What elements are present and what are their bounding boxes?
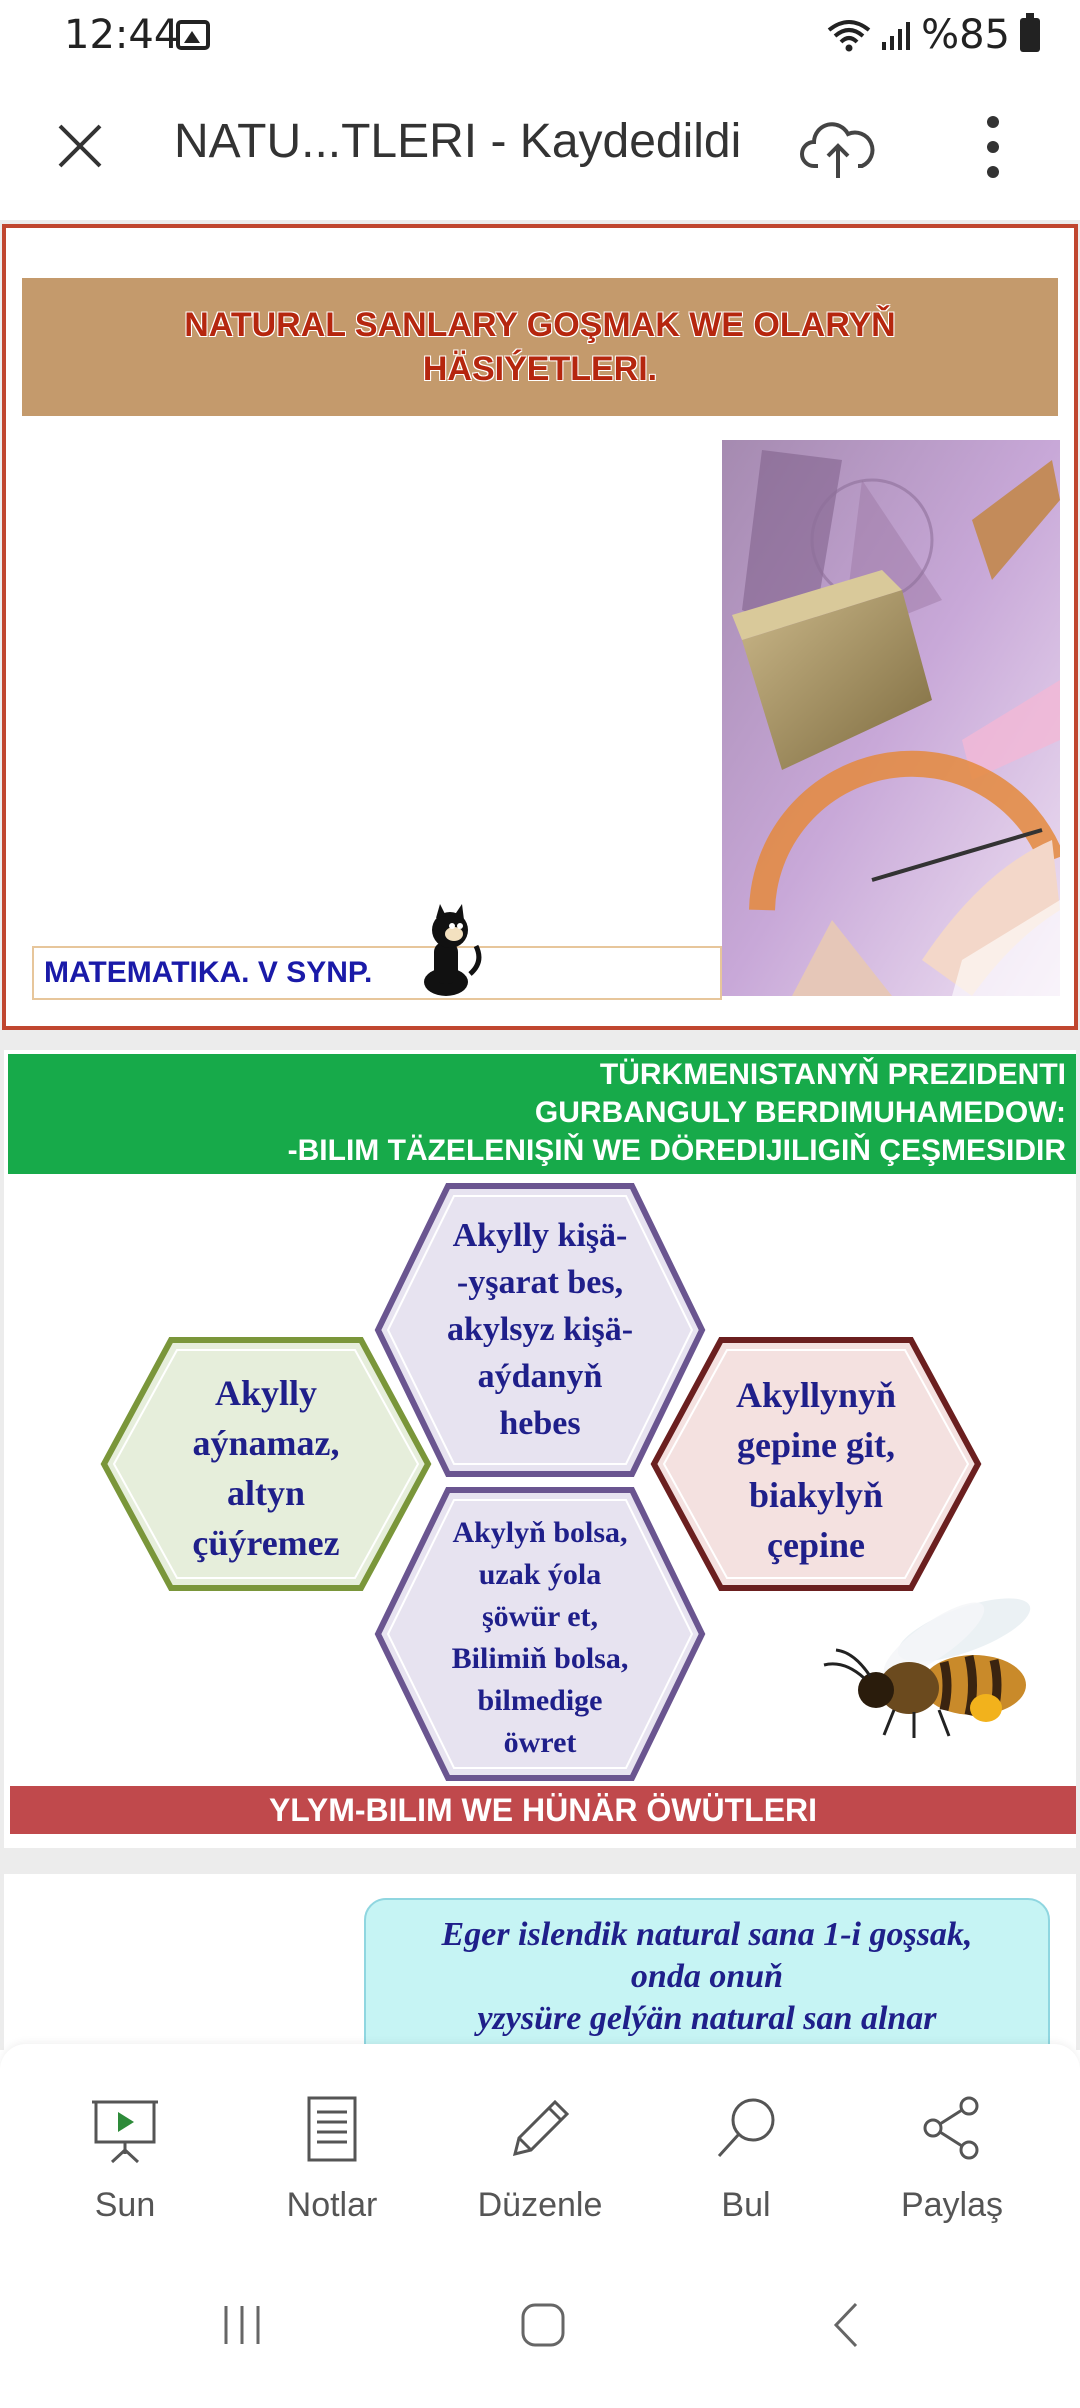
share-button[interactable] [862, 2094, 1042, 2234]
bee-image [814, 1590, 1054, 1740]
slide3-text: Eger islendik natural sana 1-i goşsak, onda onuň yzysüre gelýän natural san alnar [441, 1916, 973, 2037]
slide2-title-line2: GURBANGULY BERDIMUHAMEDOW: [534, 1096, 1066, 1129]
slide1-footer-box [32, 946, 722, 1000]
app-bar [0, 72, 1080, 222]
image-icon [176, 20, 210, 50]
slide1-footer-text: MATEMATIKA. V SYNP. [44, 956, 373, 989]
slide2-bottom-banner [10, 1786, 1076, 1834]
hexagon-right-text: Akyllynyň gepine git, biakylyň çepine [735, 1375, 897, 1565]
slide3-callout-box [364, 1898, 1050, 2050]
signal-icon [881, 20, 911, 50]
share-label: Paylaş [900, 2186, 1004, 2224]
slide1-title-line1: NATURAL SANLARY GOŞMAK WE OLARYŇ [184, 306, 896, 344]
slide-2[interactable] [4, 1050, 1076, 1848]
math-illustration-image [722, 440, 1060, 996]
back-icon[interactable] [822, 2300, 872, 2350]
edit-label: Düzenle [477, 2186, 603, 2224]
more-vertical-icon[interactable] [968, 112, 1018, 182]
slide-1[interactable] [2, 224, 1078, 1030]
home-icon[interactable] [518, 2300, 568, 2350]
status-time: 12:44 [64, 12, 180, 58]
slide1-title-banner [22, 278, 1058, 416]
slide1-title-line2: HÄSIÝETLERI. [422, 350, 658, 388]
battery-percent: %85 [921, 12, 1010, 58]
status-bar [0, 0, 1080, 72]
notes-icon [297, 2094, 367, 2164]
close-icon[interactable] [50, 116, 110, 176]
cloud-upload-icon[interactable] [800, 116, 876, 180]
wifi-icon [827, 18, 871, 52]
present-icon [90, 2094, 160, 2164]
slide-3[interactable] [4, 1874, 1076, 2050]
present-button[interactable] [35, 2094, 215, 2234]
bottom-toolbar [0, 2044, 1080, 2244]
edit-button[interactable] [450, 2094, 630, 2234]
status-right [827, 12, 1040, 58]
system-navigation-bar [0, 2244, 1080, 2408]
hexagon-bottom-text: Akylyň bolsa, uzak ýola şöwür et, Bilimiň bolsa, bilmedige öwret [451, 1516, 629, 1759]
find-label: Bul [721, 2186, 771, 2224]
recent-apps-icon[interactable] [218, 2300, 268, 2350]
slide2-title-line1: TÜRKMENISTANYŇ PREZIDENTI [599, 1058, 1066, 1091]
document-title: NATU...TLERI - Kaydedildi [174, 115, 742, 168]
slide2-title-banner [8, 1054, 1076, 1174]
slide2-bottom-text: YLYM-BILIM WE HÜNÄR ÖWÜTLERI [268, 1791, 818, 1828]
notes-label: Notlar [286, 2186, 378, 2224]
hexagon-top-text: Akylly kişä- -yşarat bes, akylsyz kişä- aýdanyň hebes [446, 1217, 634, 1442]
battery-icon [1020, 18, 1040, 52]
find-button[interactable] [656, 2094, 836, 2234]
pencil-icon [505, 2094, 575, 2164]
present-label: Sun [94, 2186, 156, 2224]
slide2-title-line3: -BILIM TÄZELENIŞIŇ WE DÖREDIJILIGIŇ ÇEŞMESIDIR [287, 1134, 1066, 1167]
cartoon-cat-icon [410, 902, 486, 998]
search-icon [711, 2094, 781, 2164]
slides-view[interactable] [0, 220, 1080, 2050]
notes-button[interactable] [242, 2094, 422, 2234]
hexagon-left-text: Akylly aýnamaz, altyn çüýremez [192, 1373, 340, 1563]
share-icon [917, 2094, 987, 2164]
